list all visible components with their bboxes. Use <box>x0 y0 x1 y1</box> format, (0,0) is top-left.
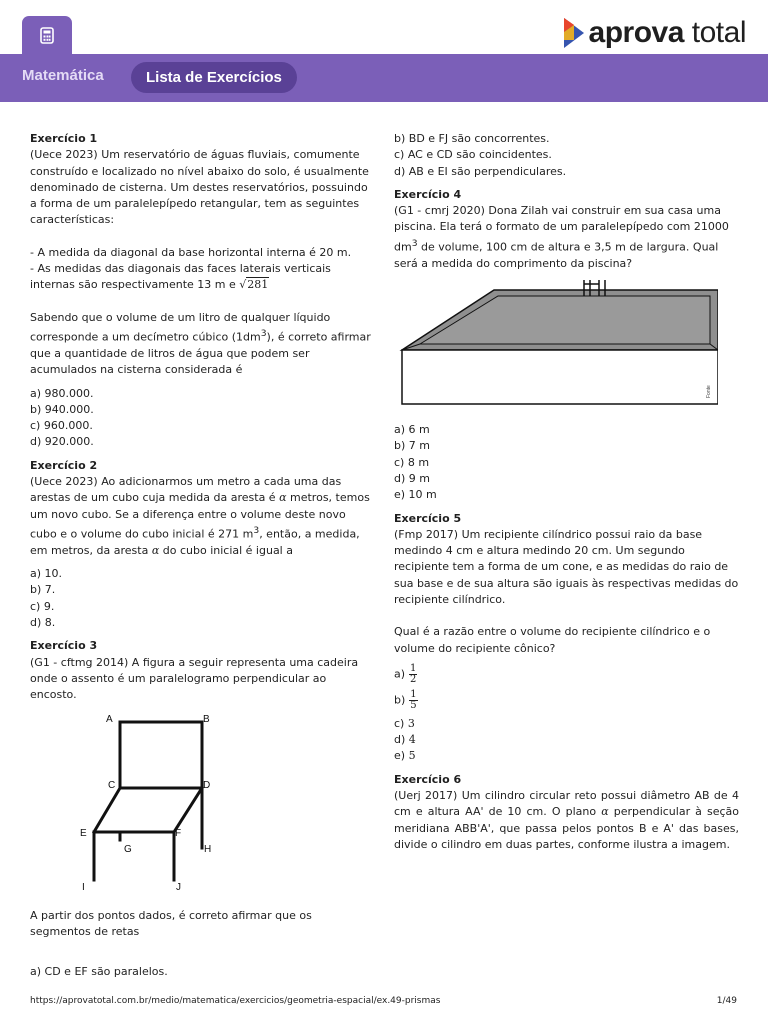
chair-label-f: F <box>175 827 182 839</box>
option-b[interactable]: b) $\frac{1}{5}$ <box>394 688 417 711</box>
exercise-3 <box>30 638 372 980</box>
exercise-title: Exercício 4 <box>394 187 462 201</box>
option-d[interactable]: d) 9 m <box>394 471 430 485</box>
option-a[interactable]: a) $\frac{1}{2}$ <box>394 662 417 685</box>
option-c[interactable]: c) 960.000. <box>30 419 93 433</box>
page-number: 1/49 <box>716 996 737 1006</box>
nav-subject-link[interactable]: Matemática <box>22 67 104 84</box>
chair-label-h: H <box>204 843 212 855</box>
option-a[interactable]: a) CD e EF são paralelos. <box>30 965 168 979</box>
exercise-6 <box>394 772 739 853</box>
exercise-text: (G1 - cftmg 2014) A figura a seguir representa uma cadeira onde o assento é um paralelogramo perpendicular ao encosto. <box>30 655 359 702</box>
right-column <box>394 131 739 853</box>
chair-label-c: C <box>108 779 116 791</box>
option-b[interactable]: b) BD e FJ são concorrentes. <box>394 132 550 145</box>
exercise-5 <box>394 511 739 765</box>
option-c[interactable]: c) 3 <box>394 716 415 730</box>
exercise-question: A partir dos pontos dados, é correto afirmar que os segmentos de retas <box>30 908 312 938</box>
left-column <box>30 131 372 980</box>
option-c[interactable]: c) 8 m <box>394 455 430 469</box>
calculator-icon <box>40 27 54 44</box>
exercise-title: Exercício 6 <box>394 772 462 786</box>
option-b[interactable]: b) 940.000. <box>30 402 94 416</box>
brand-logo[interactable] <box>564 16 746 50</box>
exercise-text: (Uece 2023) Ao adicionarmos um metro a cada uma das arestas de um cubo cuja medida da aresta é α metros, temos um novo cubo. Se a diferença entre o volume deste novo cubo e o volume do cubo inicial é 271 $m^3$, então, a medida, em metros, da aresta α do cubo inicial é igual a <box>30 475 370 557</box>
exercise-text: (Fmp 2017) Um recipiente cilíndrico possui raio da base medindo 4 cm e altura medindo 20 cm. Um segundo recipiente tem a forma de um cone, e as medidas do raio de sua base e de sua altura são iguais às respectivas medidas do recipiente cilíndrico. <box>394 527 739 606</box>
option-c[interactable]: c) AC e CD são coincidentes. <box>394 148 552 162</box>
option-d[interactable]: d) AB e EI são perpendiculares. <box>394 164 567 178</box>
exercise-title: Exercício 5 <box>394 511 462 525</box>
nav-bar <box>0 54 768 102</box>
chair-label-a: A <box>106 713 113 725</box>
option-e[interactable]: e) 10 m <box>394 488 437 502</box>
option-d[interactable]: d) 8. <box>30 616 56 630</box>
aprova-total-logo-icon <box>564 18 584 48</box>
exercise-title: Exercício 2 <box>30 458 98 472</box>
option-b[interactable]: b) 7 m <box>394 439 430 453</box>
chair-figure <box>78 712 218 892</box>
chair-label-j: J <box>176 881 181 892</box>
option-a[interactable]: a) 980.000. <box>30 386 94 400</box>
exercise-2 <box>30 458 372 632</box>
nav-section-pill[interactable]: Lista de Exercícios <box>131 62 297 93</box>
exercise-question: Qual é a razão entre o volume do recipiente cilíndrico e o volume do recipiente cônico? <box>394 625 711 655</box>
calculator-tab[interactable] <box>22 16 72 54</box>
exercise-1 <box>30 131 372 451</box>
option-d[interactable]: d) 4 <box>394 733 416 747</box>
exercise-4 <box>394 187 739 504</box>
exercise-text: (Uece 2023) Um reservatório de águas fluviais, comumente construído e localizado no nível abaixo do solo, é usualmente denominado de cisterna. Um destes reservatórios, possuindo a forma de um paralelepípedo retangular, tem as seguintes características: <box>30 148 369 227</box>
brand-wordmark: aprova total <box>588 16 746 49</box>
option-a[interactable]: a) 6 m <box>394 423 430 437</box>
exercise-text: (G1 - cmrj 2020) Dona Zilah vai construir em sua casa uma piscina. Ela terá o formato de um paralelepípedo com 21000 $dm^3$ de volume, 100 cm de altura e 3,5 m de largura. Qual será a medida do comprimento da piscina? <box>394 204 729 270</box>
option-e[interactable]: e) 5 <box>394 749 416 763</box>
exercise-text: (Uerj 2017) Um cilindro circular reto possui diâmetro AB de 4 cm e altura AA' de 10 cm. O plano α perpendicular à seção meridiana ABB'A', que passa pelos pontos B e A' das bases, divide o cilindro em duas partes, conforme ilustra a imagem. <box>394 789 740 851</box>
option-b[interactable]: b) 7. <box>30 583 56 597</box>
chair-label-g: G <box>124 843 132 855</box>
footer-url[interactable]: https://aprovatotal.com.br/medio/matematica/exercicios/geometria-espacial/ex.49-prismas <box>30 996 441 1006</box>
pool-figure <box>398 280 718 418</box>
exercise-item: - A medida da diagonal da base horizontal interna é 20 m. <box>30 245 352 259</box>
chair-label-i: I <box>82 881 85 892</box>
exercise-question: Sabendo que o volume de um litro de qualquer líquido corresponde a um decímetro cúbico $(1dm^3)$, é correto afirmar que a quantidade de litros de água que podem ser acumulados na cisterna considerada é <box>30 310 371 377</box>
exercise-title: Exercício 3 <box>30 639 98 653</box>
exercise-title: Exercício 1 <box>30 132 98 145</box>
exercise-item: - As medidas das diagonais das faces laterais verticais internas são respectivamente 13 m e √281 <box>30 262 331 292</box>
pool-watermark: Fonte <box>706 385 712 399</box>
chair-label-d: D <box>203 779 211 791</box>
option-c[interactable]: c) 9. <box>30 599 55 613</box>
chair-label-e: E <box>80 827 87 839</box>
top-bar <box>0 0 768 54</box>
option-a[interactable]: a) 10. <box>30 567 63 581</box>
chair-label-b: B <box>203 713 210 725</box>
option-d[interactable]: d) 920.000. <box>30 435 94 449</box>
